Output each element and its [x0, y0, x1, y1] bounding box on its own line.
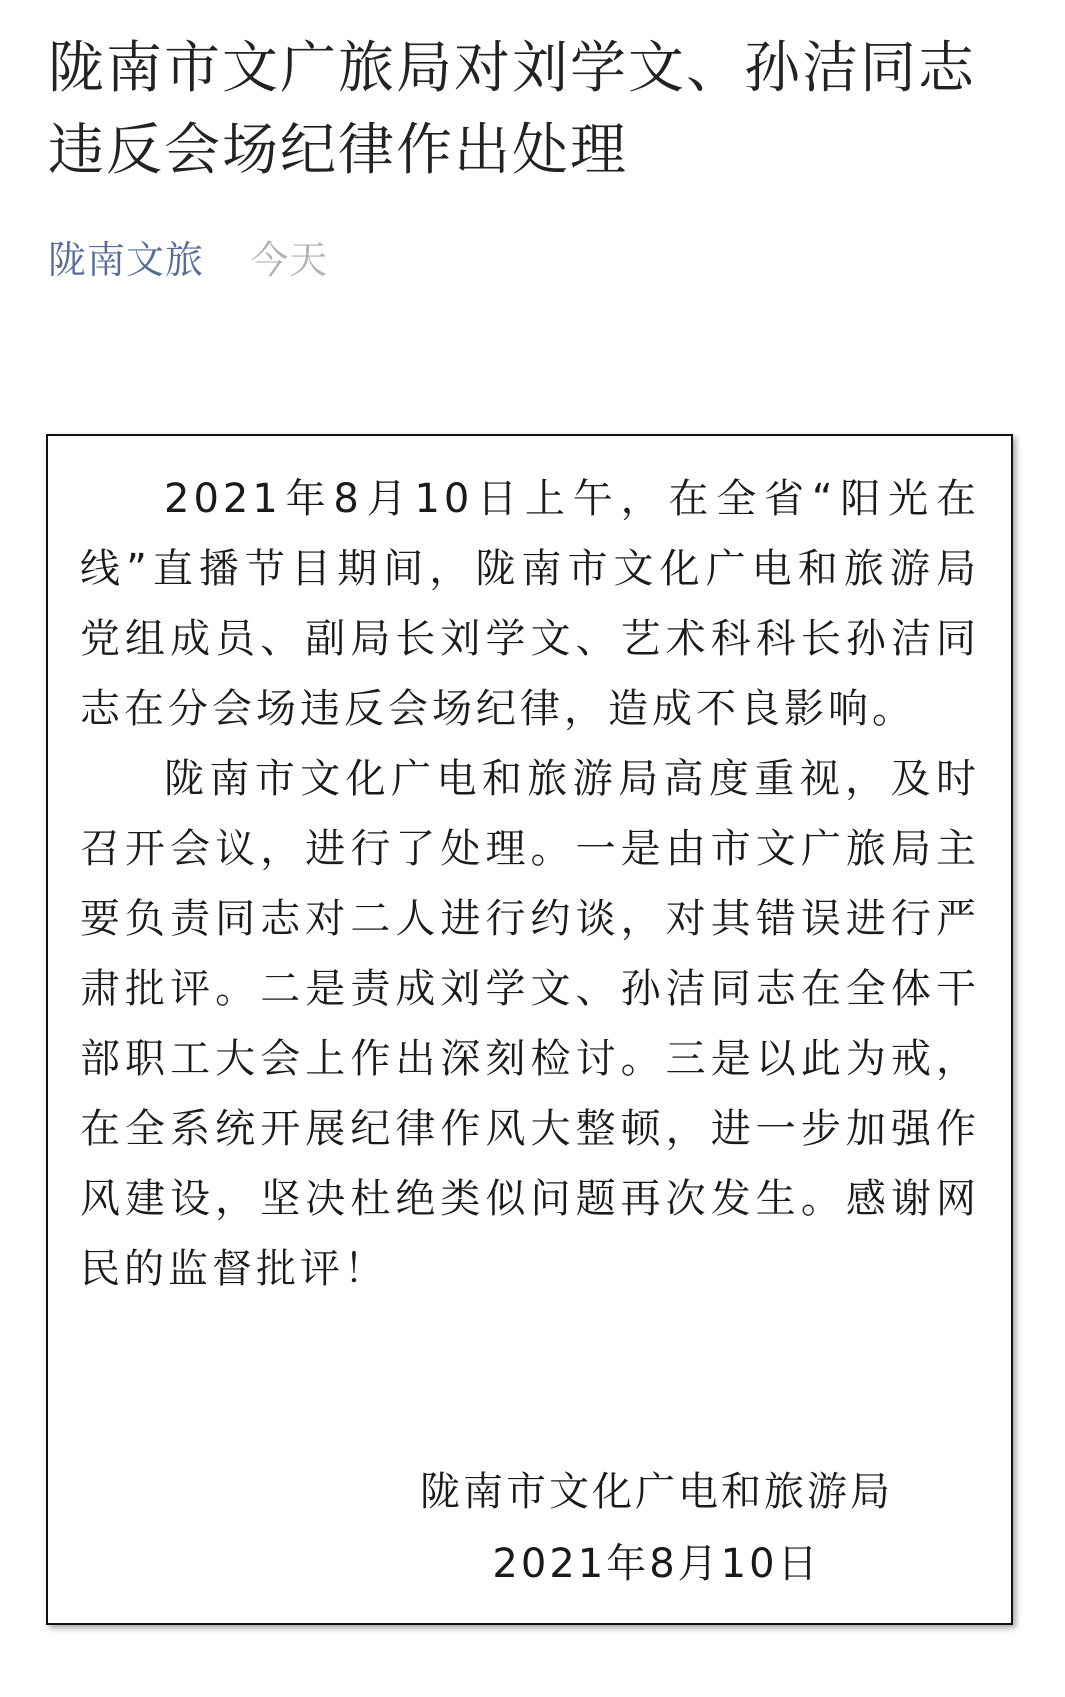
account-name-link[interactable]: 陇南文旅: [48, 238, 205, 282]
notice-body: [80, 464, 980, 1304]
publish-time: 今天: [250, 238, 329, 282]
signature-organization: 陇南市文化广电和旅游局: [420, 1469, 893, 1515]
signature-date: 2021年8月10日: [492, 1541, 821, 1587]
notice-image: [46, 434, 1013, 1625]
notice-signature: [420, 1456, 893, 1600]
article-meta: [48, 232, 328, 288]
article-title: 陇南市文广旅局对刘学文、孙洁同志 违反会场纪律作出处理: [48, 36, 976, 183]
notice-paragraph-2: 陇南市文化广电和旅游局高度重视，及时召开会议，进行了处理。一是由市文广旅局主要负责同志对二人进行约谈，对其错误进行严肃批评。二是责成刘学文、孙洁同志在全体干部职工大会上作出深刻检讨。三是以此为戒，在全系统开展纪律作风大整顿，进一步加强作风建设，坚决杜绝类似问题再次发生。感谢网民的监督批评！: [80, 756, 980, 1292]
notice-paragraph-1: 2021年8月10日上午，在全省“阳光在线”直播节目期间，陇南市文化广电和旅游局党组成员、副局长刘学文、艺术科科长孙洁同志在分会场违反会场纪律，造成不良影响。: [80, 476, 980, 732]
